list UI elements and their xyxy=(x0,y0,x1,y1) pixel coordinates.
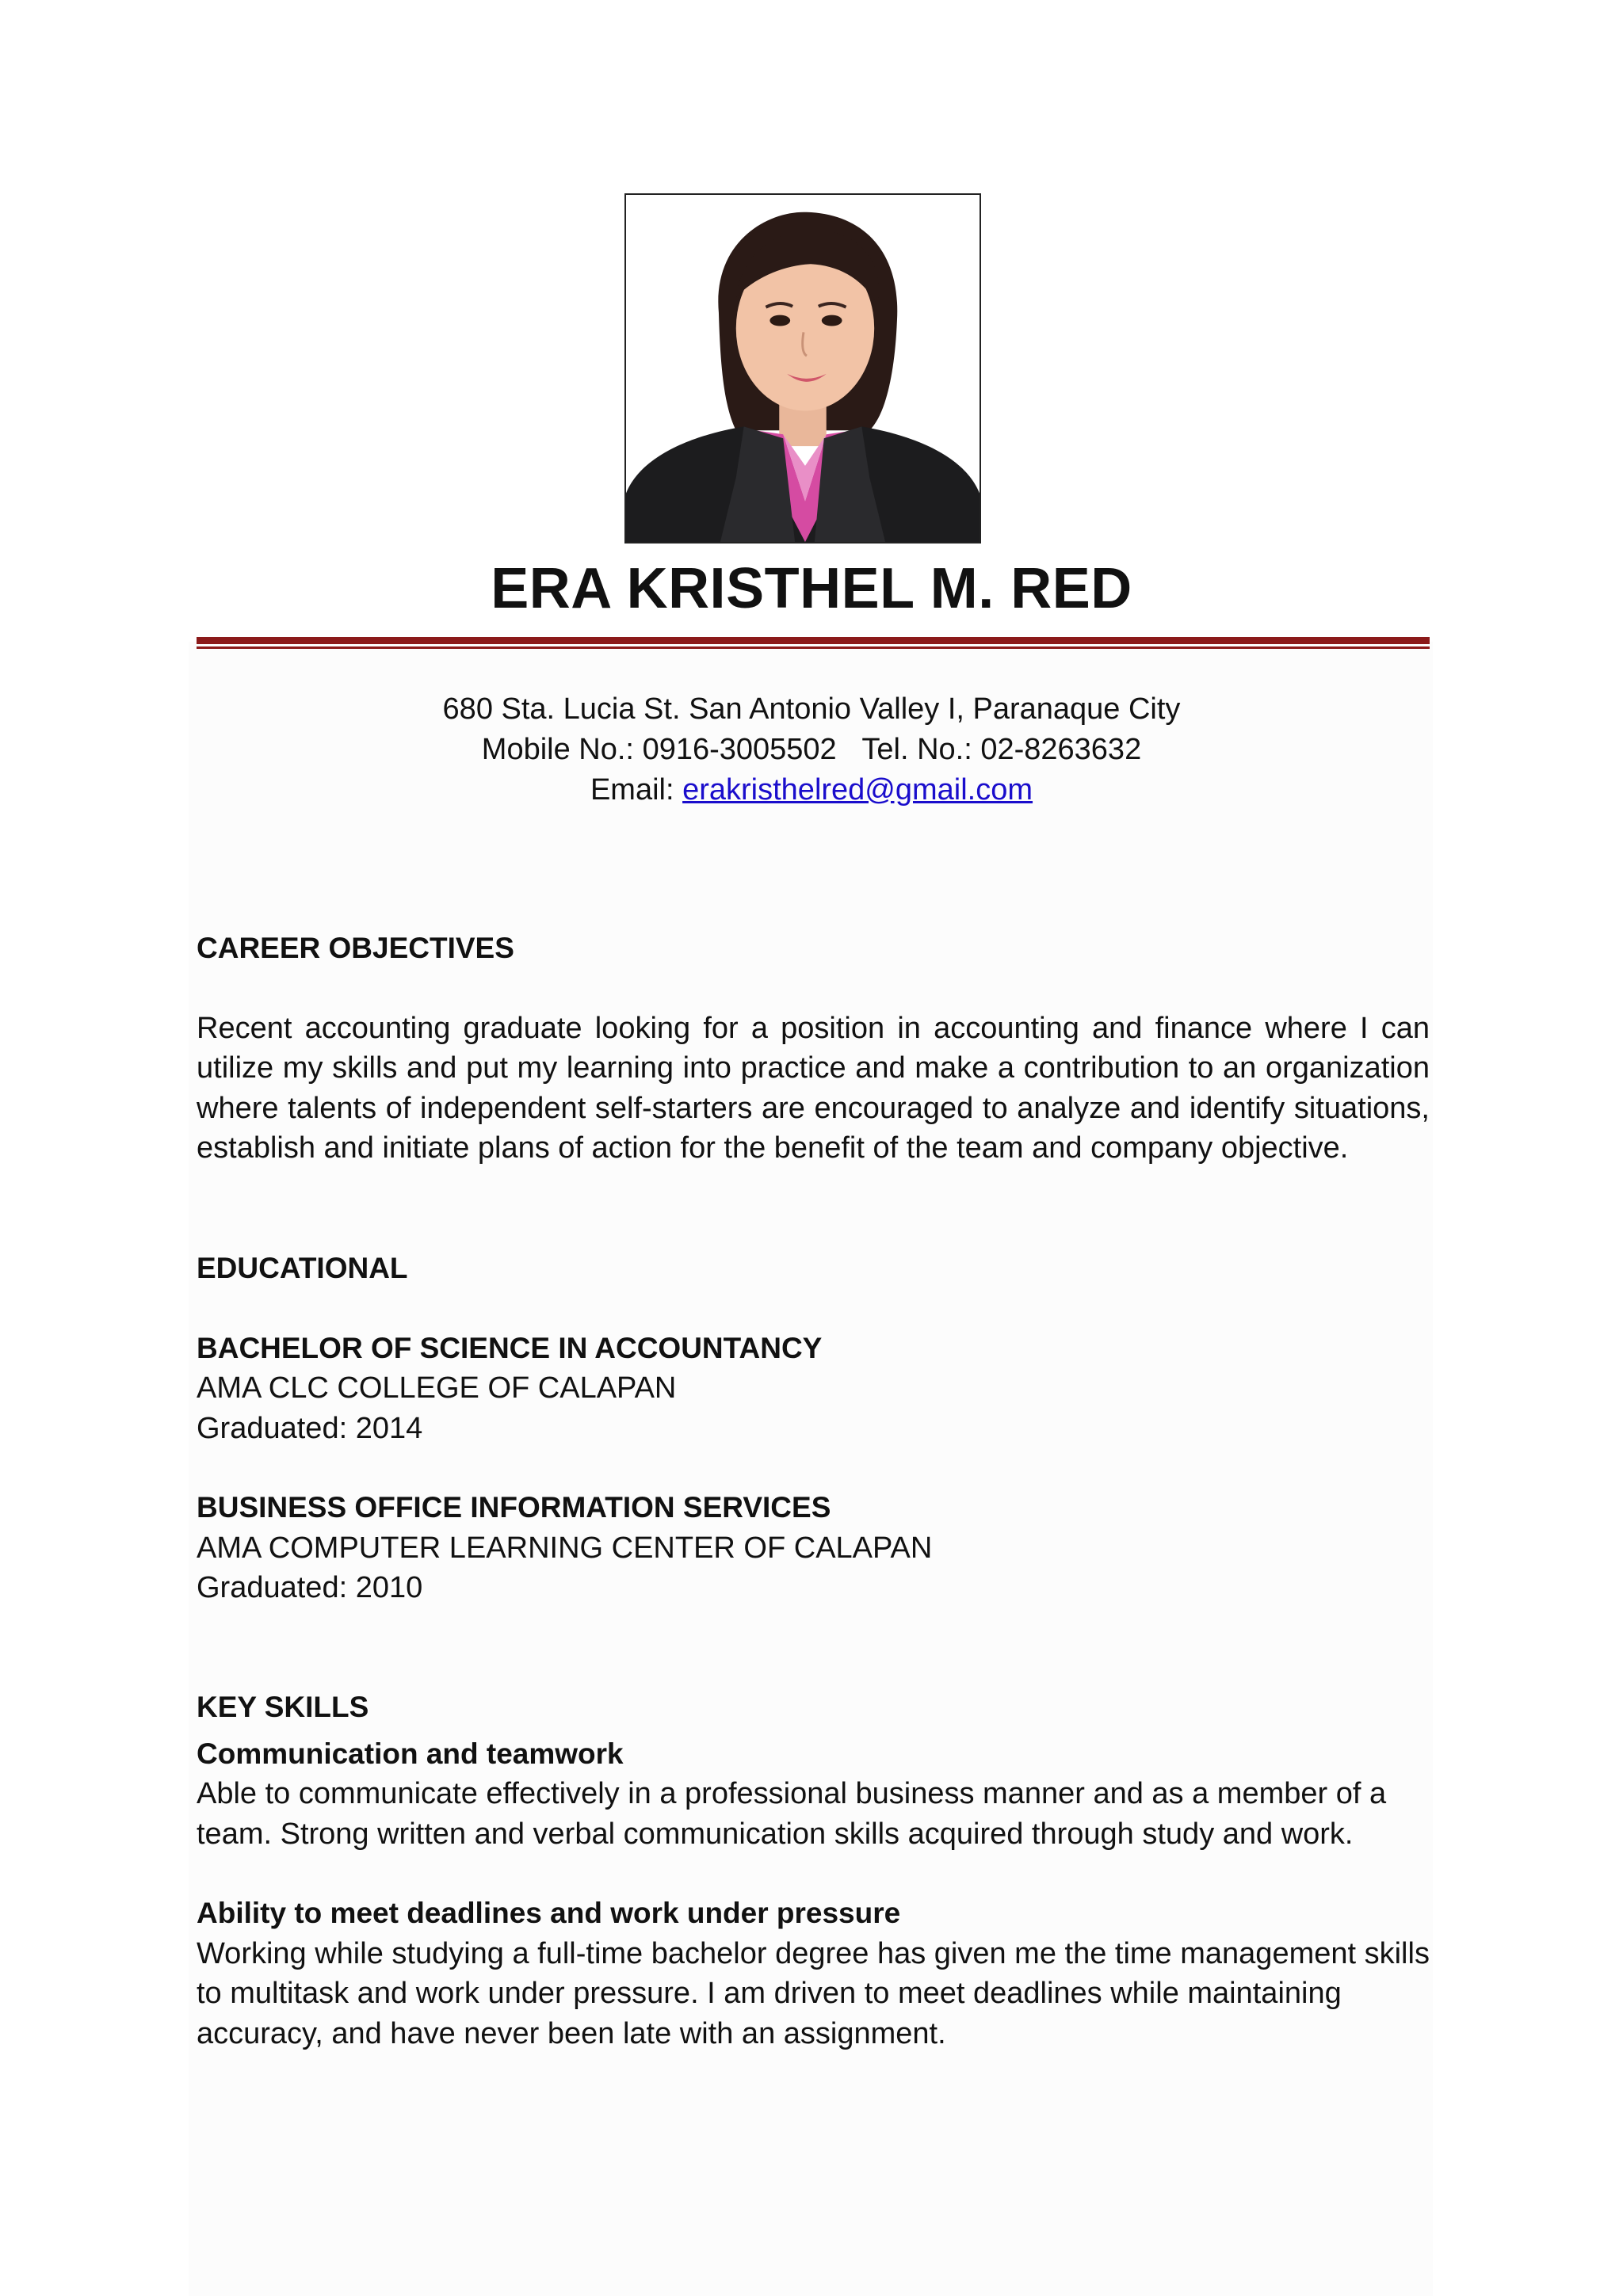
profile-photo xyxy=(624,193,981,543)
education-school: AMA COMPUTER LEARNING CENTER OF CALAPAN xyxy=(197,1531,933,1565)
education-entry xyxy=(197,1329,1430,1449)
education-degree: BACHELOR OF SCIENCE IN ACCOUNTANCY xyxy=(197,1331,823,1364)
contact-phones xyxy=(0,730,1623,770)
mobile-label: Mobile No.: xyxy=(481,733,634,766)
career-objectives-section xyxy=(197,929,1430,1169)
email-label: Email: xyxy=(590,773,674,807)
skill-title: Ability to meet deadlines and work under pressure xyxy=(197,1897,901,1929)
key-skills-section xyxy=(197,1688,1430,2054)
candidate-name: ERA KRISTHEL M. RED xyxy=(491,557,1132,620)
tel-label: Tel. No.: xyxy=(861,733,972,766)
education-graduated: Graduated: 2014 xyxy=(197,1411,423,1445)
mobile-number: 0916-3005502 xyxy=(642,733,837,766)
education-entry xyxy=(197,1488,1430,1608)
skill-item xyxy=(197,1894,1430,2054)
email-link[interactable]: erakristhelred@gmail.com xyxy=(682,773,1033,807)
skill-title: Communication and teamwork xyxy=(197,1737,624,1770)
skill-text: Able to communicate effectively in a professional business manner and as a member of a team. Strong written and verbal communication skills acquired through study and work. xyxy=(197,1777,1387,1851)
education-graduated: Graduated: 2010 xyxy=(197,1571,423,1604)
contact-email-line xyxy=(0,770,1623,810)
contact-address: 680 Sta. Lucia St. San Antonio Valley I, Paranaque City xyxy=(442,692,1181,726)
education-section xyxy=(197,1249,1430,1608)
career-objectives-heading: CAREER OBJECTIVES xyxy=(197,932,514,964)
tel-number: 02-8263632 xyxy=(980,733,1142,766)
education-school: AMA CLC COLLEGE OF CALAPAN xyxy=(197,1371,677,1405)
header-rule-thin xyxy=(197,646,1430,649)
header-rule-thick xyxy=(197,637,1430,644)
key-skills-heading: KEY SKILLS xyxy=(197,1691,369,1723)
career-objectives-text: Recent accounting graduate looking for a position in accounting and finance where I can utilize my skills and put my learning into practice and make a contribution to an organization where talents of independent self-starters are encouraged to analyze and identify situations, establish and initiate plans of action for the benefit of the team and company objective. xyxy=(197,1011,1430,1165)
education-degree: BUSINESS OFFICE INFORMATION SERVICES xyxy=(197,1491,831,1524)
skill-text: Working while studying a full-time bachelor degree has given me the time management skills to multitask and work under pressure. I am driven to meet deadlines while maintaining accuracy, and have never been late with an assignment. xyxy=(197,1936,1430,2050)
profile-photo-image xyxy=(626,195,980,542)
contact-block xyxy=(0,689,1623,810)
education-heading: EDUCATIONAL xyxy=(197,1252,408,1284)
skill-item xyxy=(197,1734,1430,1855)
